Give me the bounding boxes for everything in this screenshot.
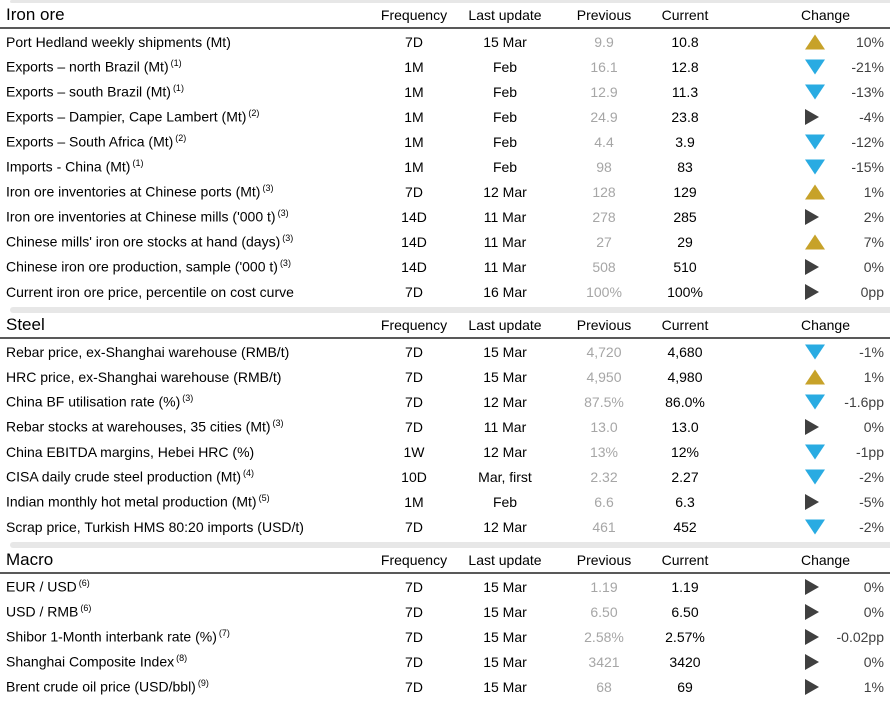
table-row: [0, 179, 890, 204]
current-value: 12%: [670, 443, 700, 460]
previous-value: 9.9: [594, 33, 614, 50]
indicator-label: Chinese mills' iron ore stocks at hand (days): [6, 233, 281, 250]
frequency-value: 7D: [405, 518, 423, 535]
change-value: 10%: [855, 33, 884, 50]
current-value: 129: [673, 183, 697, 200]
current-value: 11.3: [671, 83, 699, 100]
change-value: 0%: [863, 603, 884, 620]
frequency-value: 7D: [405, 33, 423, 50]
current-value: 6.50: [671, 603, 699, 620]
indicator-label: Shanghai Composite Index: [6, 653, 175, 670]
previous-value: 2.58%: [584, 628, 624, 645]
previous-value: 3421: [588, 653, 620, 670]
change-cell: [720, 579, 890, 595]
last-update-value: 12 Mar: [483, 393, 527, 410]
footnote-marker: (3): [262, 183, 274, 194]
indicator-label-cell: [0, 418, 376, 435]
change-cell: [720, 84, 890, 100]
table-row: [0, 649, 890, 674]
change-cell: [720, 394, 890, 410]
footnote-marker: (3): [272, 418, 284, 429]
triangle-up-icon: [805, 369, 825, 384]
triangle-right-icon: [805, 259, 819, 275]
table-row: [0, 464, 890, 489]
previous-value: 24.9: [590, 108, 618, 125]
triangle-up-icon: [805, 234, 825, 249]
triangle-down-icon: [805, 469, 825, 484]
indicator-label-cell: [0, 369, 376, 385]
current-value: 23.8: [671, 108, 699, 125]
table-row: [0, 79, 890, 104]
frequency-value: 7D: [405, 183, 423, 200]
section-title: Steel: [6, 315, 45, 334]
column-header-frequency: Frequency: [380, 317, 448, 333]
indicator-label-cell: [0, 233, 376, 250]
frequency-value: 1W: [403, 443, 425, 460]
change-value: -1%: [859, 343, 884, 360]
last-update-value: Mar, first: [478, 468, 532, 485]
column-header-frequency: Frequency: [380, 552, 448, 568]
indicator-label-cell: [0, 444, 376, 460]
previous-value: 13%: [589, 443, 619, 460]
current-value: 285: [673, 208, 697, 225]
frequency-value: 1M: [404, 83, 424, 100]
change-cell: [720, 369, 890, 385]
previous-value: 508: [592, 258, 616, 275]
frequency-value: 14D: [401, 258, 427, 275]
table-row: [0, 104, 890, 129]
table-row: [0, 254, 890, 279]
indicator-label-cell: [0, 133, 376, 150]
triangle-down-icon: [805, 84, 825, 99]
previous-value: 278: [592, 208, 616, 225]
indicator-label-cell: [0, 58, 376, 75]
indicator-label: Exports – South Africa (Mt): [6, 133, 174, 150]
indicator-label: Exports – south Brazil (Mt): [6, 83, 171, 100]
frequency-value: 7D: [405, 578, 423, 595]
change-cell: [720, 209, 890, 225]
last-update-value: Feb: [492, 158, 518, 175]
previous-value: 98: [596, 158, 612, 175]
previous-value: 128: [592, 183, 616, 200]
indicator-label: Iron ore inventories at Chinese mills ('000 t): [6, 208, 276, 225]
last-update-value: Feb: [492, 108, 518, 125]
current-value: 6.3: [675, 493, 695, 510]
change-value: 7%: [863, 233, 884, 250]
footnote-marker: (4): [243, 468, 254, 479]
change-cell: [720, 109, 890, 125]
frequency-value: 14D: [401, 208, 427, 225]
change-cell: [720, 134, 890, 150]
change-value: -13%: [851, 83, 884, 100]
indicator-label: Brent crude oil price (USD/bbl): [6, 678, 196, 695]
section-rows: [0, 29, 890, 304]
column-header-previous: Previous: [576, 552, 632, 568]
triangle-down-icon: [805, 134, 825, 149]
column-header-last-update: Last update: [468, 317, 542, 333]
triangle-right-icon: [805, 209, 819, 225]
indicator-label-cell: [0, 258, 376, 275]
last-update-value: 12 Mar: [483, 518, 527, 535]
indicator-label-cell: [0, 83, 376, 100]
table-row: [0, 574, 890, 599]
table-row: [0, 129, 890, 154]
change-value: -0.02pp: [836, 628, 884, 645]
section-title: Iron ore: [6, 5, 65, 24]
triangle-right-icon: [805, 419, 819, 435]
column-header-current: Current: [661, 552, 709, 568]
table-row: [0, 624, 890, 649]
column-header-change: Change: [800, 317, 850, 333]
last-update-value: 15 Mar: [483, 368, 527, 385]
change-cell: [720, 344, 890, 360]
indicator-label-cell: [0, 344, 376, 360]
current-value: 100%: [667, 283, 703, 300]
change-value: 0%: [863, 258, 884, 275]
section-rows: [0, 574, 890, 699]
change-cell: [720, 59, 890, 75]
last-update-value: 12 Mar: [483, 183, 527, 200]
triangle-right-icon: [805, 629, 819, 645]
last-update-value: 12 Mar: [483, 443, 527, 460]
triangle-down-icon: [805, 444, 825, 459]
section-title: Macro: [6, 550, 54, 569]
indicator-label-cell: [0, 108, 376, 125]
section-header-row: [0, 3, 890, 29]
indicator-label-cell: [0, 578, 376, 595]
change-cell: [720, 259, 890, 275]
previous-value: 4,950: [586, 368, 622, 385]
change-value: -5%: [859, 493, 884, 510]
last-update-value: Feb: [492, 493, 518, 510]
triangle-up-icon: [805, 184, 825, 199]
frequency-value: 1M: [404, 58, 424, 75]
triangle-down-icon: [805, 394, 825, 409]
frequency-value: 7D: [405, 393, 423, 410]
previous-value: 461: [592, 518, 616, 535]
section-rows: [0, 339, 890, 539]
table-row: [0, 29, 890, 54]
previous-value: 68: [596, 678, 612, 695]
indicator-label: Shibor 1-Month interbank rate (%): [6, 628, 217, 645]
frequency-value: 1M: [404, 493, 424, 510]
change-cell: [720, 604, 890, 620]
current-value: 10.8: [671, 33, 699, 50]
indicator-label-cell: [0, 493, 376, 510]
previous-value: 27: [596, 233, 612, 250]
current-value: 69: [677, 678, 693, 695]
column-header-previous: Previous: [576, 317, 632, 333]
column-header-change: Change: [800, 552, 850, 568]
last-update-value: Feb: [492, 133, 518, 150]
previous-value: 1.19: [590, 578, 618, 595]
change-value: -1pp: [855, 443, 884, 460]
triangle-right-icon: [805, 109, 819, 125]
indicator-label: China BF utilisation rate (%): [6, 393, 181, 410]
section: [0, 0, 890, 304]
triangle-right-icon: [805, 604, 819, 620]
previous-value: 100%: [586, 283, 622, 300]
change-value: 1%: [863, 183, 884, 200]
change-cell: [720, 679, 890, 695]
footnote-marker: (2): [248, 108, 260, 119]
current-value: 1.19: [671, 578, 699, 595]
indicator-label: HRC price, ex-Shanghai warehouse (RMB/t): [6, 368, 282, 385]
change-cell: [720, 234, 890, 250]
table-row: [0, 54, 890, 79]
section: [0, 542, 890, 699]
table-row: [0, 364, 890, 389]
change-value: 0%: [863, 578, 884, 595]
indicator-label-cell: [0, 628, 376, 645]
change-value: 1%: [863, 368, 884, 385]
indicator-label-cell: [0, 678, 376, 695]
table-row: [0, 414, 890, 439]
footnote-marker: (8): [176, 653, 188, 664]
previous-value: 6.6: [594, 493, 614, 510]
indicator-label: Scrap price, Turkish HMS 80:20 imports (USD/t): [6, 518, 304, 535]
table-row: [0, 514, 890, 539]
change-value: 0%: [863, 653, 884, 670]
frequency-value: 7D: [405, 343, 423, 360]
footnote-marker: (3): [277, 208, 289, 219]
indicator-label-cell: [0, 183, 376, 200]
triangle-right-icon: [805, 494, 819, 510]
change-cell: [720, 629, 890, 645]
column-header-current: Current: [661, 317, 709, 333]
footnote-marker: (2): [175, 133, 187, 144]
current-value: 4,680: [667, 343, 703, 360]
current-value: 3.9: [675, 133, 695, 150]
table-row: [0, 599, 890, 624]
column-header-current: Current: [661, 7, 709, 23]
table-row: [0, 229, 890, 254]
change-value: 0%: [863, 418, 884, 435]
triangle-right-icon: [805, 579, 819, 595]
frequency-value: 7D: [405, 678, 423, 695]
indicator-label-cell: [0, 519, 376, 535]
indicator-label: Exports – Dampier, Cape Lambert (Mt): [6, 108, 247, 125]
footnote-marker: (1): [170, 58, 182, 69]
last-update-value: 15 Mar: [483, 628, 527, 645]
previous-value: 4.4: [594, 133, 614, 150]
indicator-label: Iron ore inventories at Chinese ports (Mt): [6, 183, 261, 200]
section: [0, 307, 890, 539]
footnote-marker: (9): [197, 678, 209, 689]
triangle-up-icon: [805, 34, 825, 49]
frequency-value: 7D: [405, 653, 423, 670]
current-value: 3420: [669, 653, 701, 670]
indicator-label: Port Hedland weekly shipments (Mt): [6, 33, 231, 50]
indicator-label: China EBITDA margins, Hebei HRC (%): [6, 443, 255, 460]
table-row: [0, 674, 890, 699]
triangle-down-icon: [805, 59, 825, 74]
change-cell: [720, 654, 890, 670]
table-row: [0, 489, 890, 514]
frequency-value: 7D: [405, 628, 423, 645]
change-cell: [720, 34, 890, 50]
last-update-value: 15 Mar: [483, 343, 527, 360]
change-value: -2%: [859, 468, 884, 485]
last-update-value: 11 Mar: [483, 208, 527, 225]
column-header-change: Change: [800, 7, 850, 23]
indicator-label: Imports - China (Mt): [6, 158, 131, 175]
last-update-value: 11 Mar: [483, 258, 527, 275]
triangle-down-icon: [805, 344, 825, 359]
table-row: [0, 154, 890, 179]
indicator-label: Current iron ore price, percentile on cost curve: [6, 283, 294, 300]
change-cell: [720, 284, 890, 300]
triangle-right-icon: [805, 654, 819, 670]
change-value: -12%: [851, 133, 884, 150]
previous-value: 4,720: [586, 343, 622, 360]
change-value: -2%: [859, 518, 884, 535]
triangle-down-icon: [805, 519, 825, 534]
current-value: 2.27: [671, 468, 699, 485]
last-update-value: 11 Mar: [483, 418, 527, 435]
last-update-value: 15 Mar: [483, 578, 527, 595]
frequency-value: 14D: [401, 233, 427, 250]
indicator-label: Rebar price, ex-Shanghai warehouse (RMB/t): [6, 343, 290, 360]
footnote-marker: (6): [78, 578, 90, 589]
frequency-value: 1M: [404, 108, 424, 125]
current-value: 13.0: [671, 418, 699, 435]
section-header-row: [0, 313, 890, 339]
current-value: 83: [677, 158, 693, 175]
change-cell: [720, 519, 890, 535]
previous-value: 6.50: [590, 603, 618, 620]
frequency-value: 1M: [404, 158, 424, 175]
frequency-value: 1M: [404, 133, 424, 150]
column-header-previous: Previous: [576, 7, 632, 23]
change-cell: [720, 444, 890, 460]
triangle-down-icon: [805, 159, 825, 174]
current-value: 510: [673, 258, 697, 275]
current-value: 4,980: [667, 368, 703, 385]
change-cell: [720, 419, 890, 435]
indicator-label-cell: [0, 158, 376, 175]
footnote-marker: (5): [258, 493, 270, 504]
last-update-value: 16 Mar: [483, 283, 527, 300]
table-row: [0, 279, 890, 304]
last-update-value: 11 Mar: [483, 233, 527, 250]
change-cell: [720, 469, 890, 485]
last-update-value: 15 Mar: [483, 653, 527, 670]
column-header-frequency: Frequency: [380, 7, 448, 23]
indicator-label: CISA daily crude steel production (Mt): [6, 468, 241, 485]
column-header-last-update: Last update: [468, 552, 542, 568]
frequency-value: 7D: [405, 418, 423, 435]
triangle-right-icon: [805, 679, 819, 695]
indicator-label: Chinese iron ore production, sample ('000 t): [6, 258, 278, 275]
last-update-value: 15 Mar: [483, 678, 527, 695]
footnote-marker: (3): [182, 393, 194, 404]
indicator-label: Exports – north Brazil (Mt): [6, 58, 169, 75]
current-value: 12.8: [671, 58, 699, 75]
previous-value: 16.1: [590, 58, 618, 75]
frequency-value: 7D: [405, 603, 423, 620]
footnote-marker: (3): [282, 233, 294, 244]
change-value: -1.6pp: [844, 393, 884, 410]
section-header-row: [0, 548, 890, 574]
column-header-last-update: Last update: [468, 7, 542, 23]
change-cell: [720, 494, 890, 510]
footnote-marker: (1): [172, 83, 184, 94]
previous-value: 13.0: [590, 418, 618, 435]
indicator-label-cell: [0, 603, 376, 620]
previous-value: 87.5%: [584, 393, 624, 410]
frequency-value: 10D: [401, 468, 427, 485]
current-value: 2.57%: [665, 628, 705, 645]
change-value: 2%: [863, 208, 884, 225]
last-update-value: Feb: [492, 58, 518, 75]
footnote-marker: (7): [218, 628, 230, 639]
table-row: [0, 439, 890, 464]
table-row: [0, 339, 890, 364]
footnote-marker: (6): [80, 603, 92, 614]
current-value: 452: [673, 518, 697, 535]
change-cell: [720, 184, 890, 200]
indicator-label: EUR / USD: [6, 578, 77, 595]
current-value: 86.0%: [665, 393, 705, 410]
table-row: [0, 389, 890, 414]
last-update-value: Feb: [492, 83, 518, 100]
triangle-right-icon: [805, 284, 819, 300]
indicator-label-cell: [0, 393, 376, 410]
indicator-label: Rebar stocks at warehouses, 35 cities (Mt): [6, 418, 271, 435]
last-update-value: 15 Mar: [483, 603, 527, 620]
indicator-label-cell: [0, 208, 376, 225]
indicator-label-cell: [0, 284, 376, 300]
change-value: 0pp: [860, 283, 884, 300]
frequency-value: 7D: [405, 283, 423, 300]
indicator-label-cell: [0, 34, 376, 50]
last-update-value: 15 Mar: [483, 33, 527, 50]
footnote-marker: (3): [279, 258, 291, 269]
previous-value: 2.32: [590, 468, 618, 485]
frequency-value: 7D: [405, 368, 423, 385]
previous-value: 12.9: [590, 83, 618, 100]
current-value: 29: [677, 233, 693, 250]
change-cell: [720, 159, 890, 175]
change-value: 1%: [863, 678, 884, 695]
footnote-marker: (1): [132, 158, 144, 169]
change-value: -21%: [851, 58, 884, 75]
indicator-label-cell: [0, 468, 376, 485]
change-value: -4%: [859, 108, 884, 125]
indicator-label-cell: [0, 653, 376, 670]
indicator-label: USD / RMB: [6, 603, 79, 620]
change-value: -15%: [851, 158, 884, 175]
indicator-label: Indian monthly hot metal production (Mt): [6, 493, 257, 510]
table-row: [0, 204, 890, 229]
